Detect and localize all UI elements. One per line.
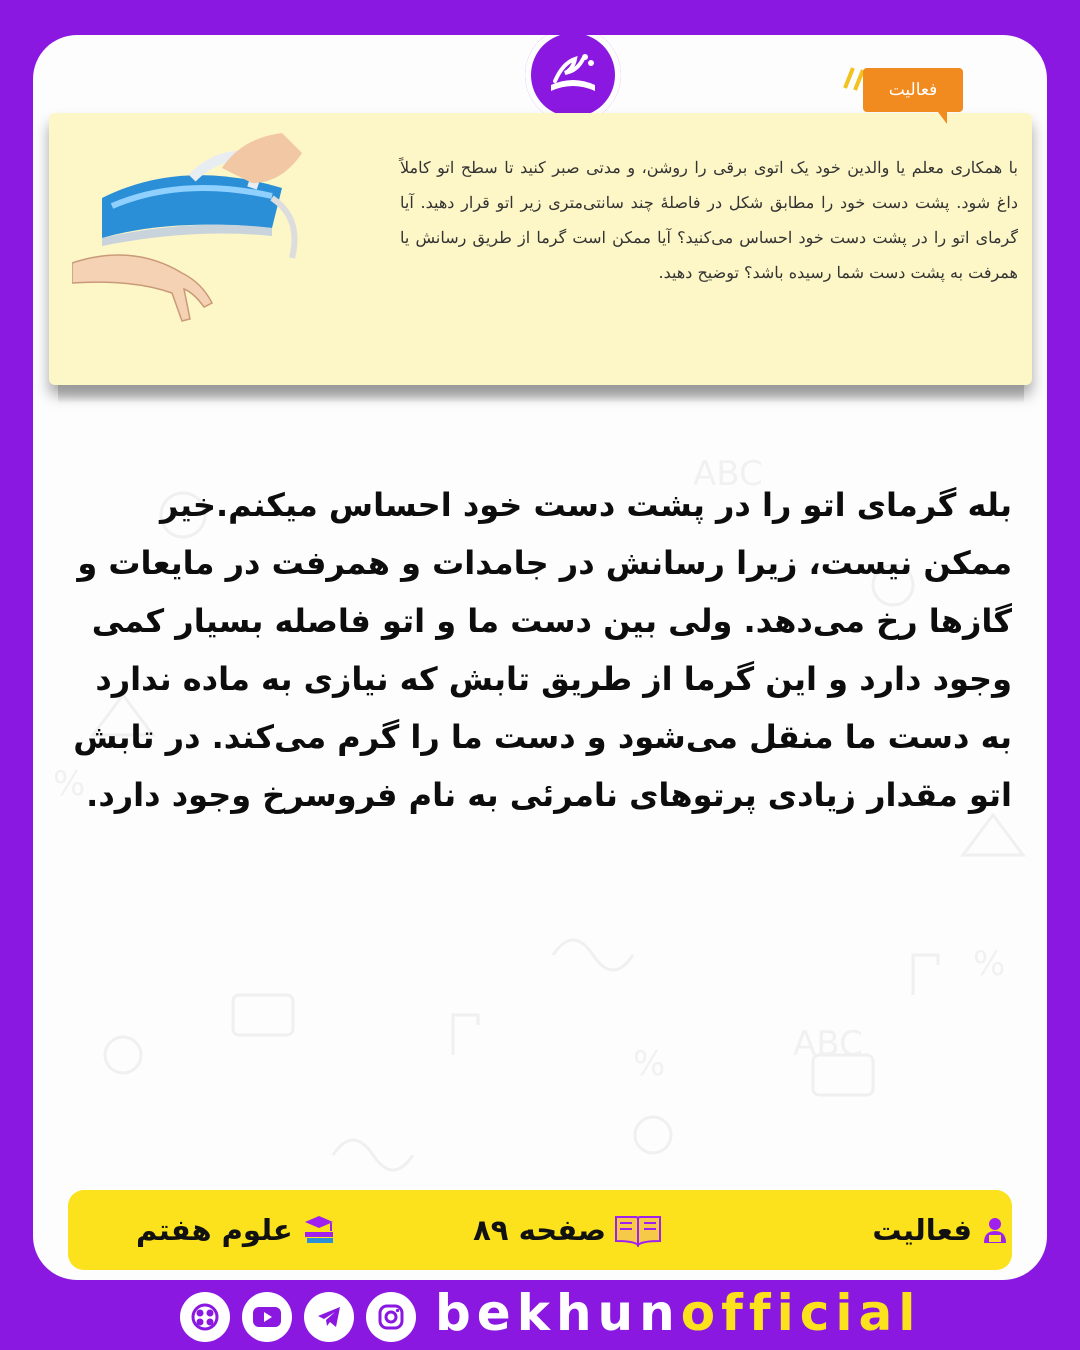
svg-text:%: % [973, 944, 1006, 984]
svg-text:%: % [53, 764, 86, 804]
aparat-icon [190, 1302, 220, 1332]
info-subject [136, 1190, 337, 1270]
youtube-icon [252, 1305, 282, 1329]
telegram-icon [315, 1303, 343, 1331]
textbook-activity-text: با همکاری معلم یا والدین خود یک اتوی برقی را روشن، و مدتی صبر کنید تا سطح اتو کاملاً داغ شود. پشت دست خود را مطابق شکل در فاصلهٔ چند سانتی‌متری زیر اتو قرار دهید. آیا گرمای اتو را در پشت دست خود احساس می‌کنید؟ آیا ممکن است گرما از طریق رسانش یا همرفت به پشت دست شما رسیده باشد؟ توضیح دهید. [400, 158, 1018, 282]
info-page [473, 1190, 662, 1270]
instagram-link[interactable] [366, 1292, 416, 1342]
info-bar [68, 1190, 1012, 1270]
iron-hand-illustration [72, 128, 310, 348]
info-page-label: صفحه ۸۹ [473, 1213, 606, 1247]
info-subject-label: علوم هفتم [136, 1213, 293, 1247]
svg-text:ABC: ABC [793, 1024, 863, 1064]
info-activity-label: فعالیت [872, 1213, 972, 1247]
svg-text:%: % [633, 1044, 666, 1084]
instagram-icon [377, 1303, 405, 1331]
aparat-link[interactable] [180, 1292, 230, 1342]
activity-badge [863, 68, 963, 116]
brand-handle[interactable] [435, 1284, 921, 1342]
book-box-shadow [58, 385, 1024, 403]
telegram-link[interactable] [304, 1292, 354, 1342]
badge-tail [935, 108, 947, 124]
info-activity [872, 1190, 1012, 1270]
teacher-icon [980, 1215, 1010, 1245]
answer-text: بله گرمای اتو را در پشت دست خود احساس میکنم.خیر ممکن نیست، زیرا رسانش در جامدات و همرفت در مایعات و گازها رخ می‌دهد. ولی بین دست ما و اتو فاصله بسیار کمی وجود دارد و این گرما از طریق تابش که نیازی به ماده ندارد به دست ما منقل می‌شود و دست ما را گرم می‌کند. در تابش اتو مقدار زیادی پرتوهای نامرئی به نام فروسرخ وجود دارد. [73, 486, 1012, 814]
brand-handle-part2: official [680, 1284, 922, 1342]
textbook-excerpt [49, 113, 1032, 385]
brand-logo [525, 35, 621, 123]
open-book-icon [614, 1213, 662, 1247]
brand-handle-part1: bekhun [435, 1284, 681, 1342]
book-logo-icon [541, 43, 605, 107]
svg-text:ABC: ABC [693, 454, 763, 494]
social-footer [180, 1284, 922, 1348]
activity-badge-label: فعالیت [863, 68, 963, 112]
graduation-books-icon [301, 1214, 337, 1246]
youtube-link[interactable] [242, 1292, 292, 1342]
